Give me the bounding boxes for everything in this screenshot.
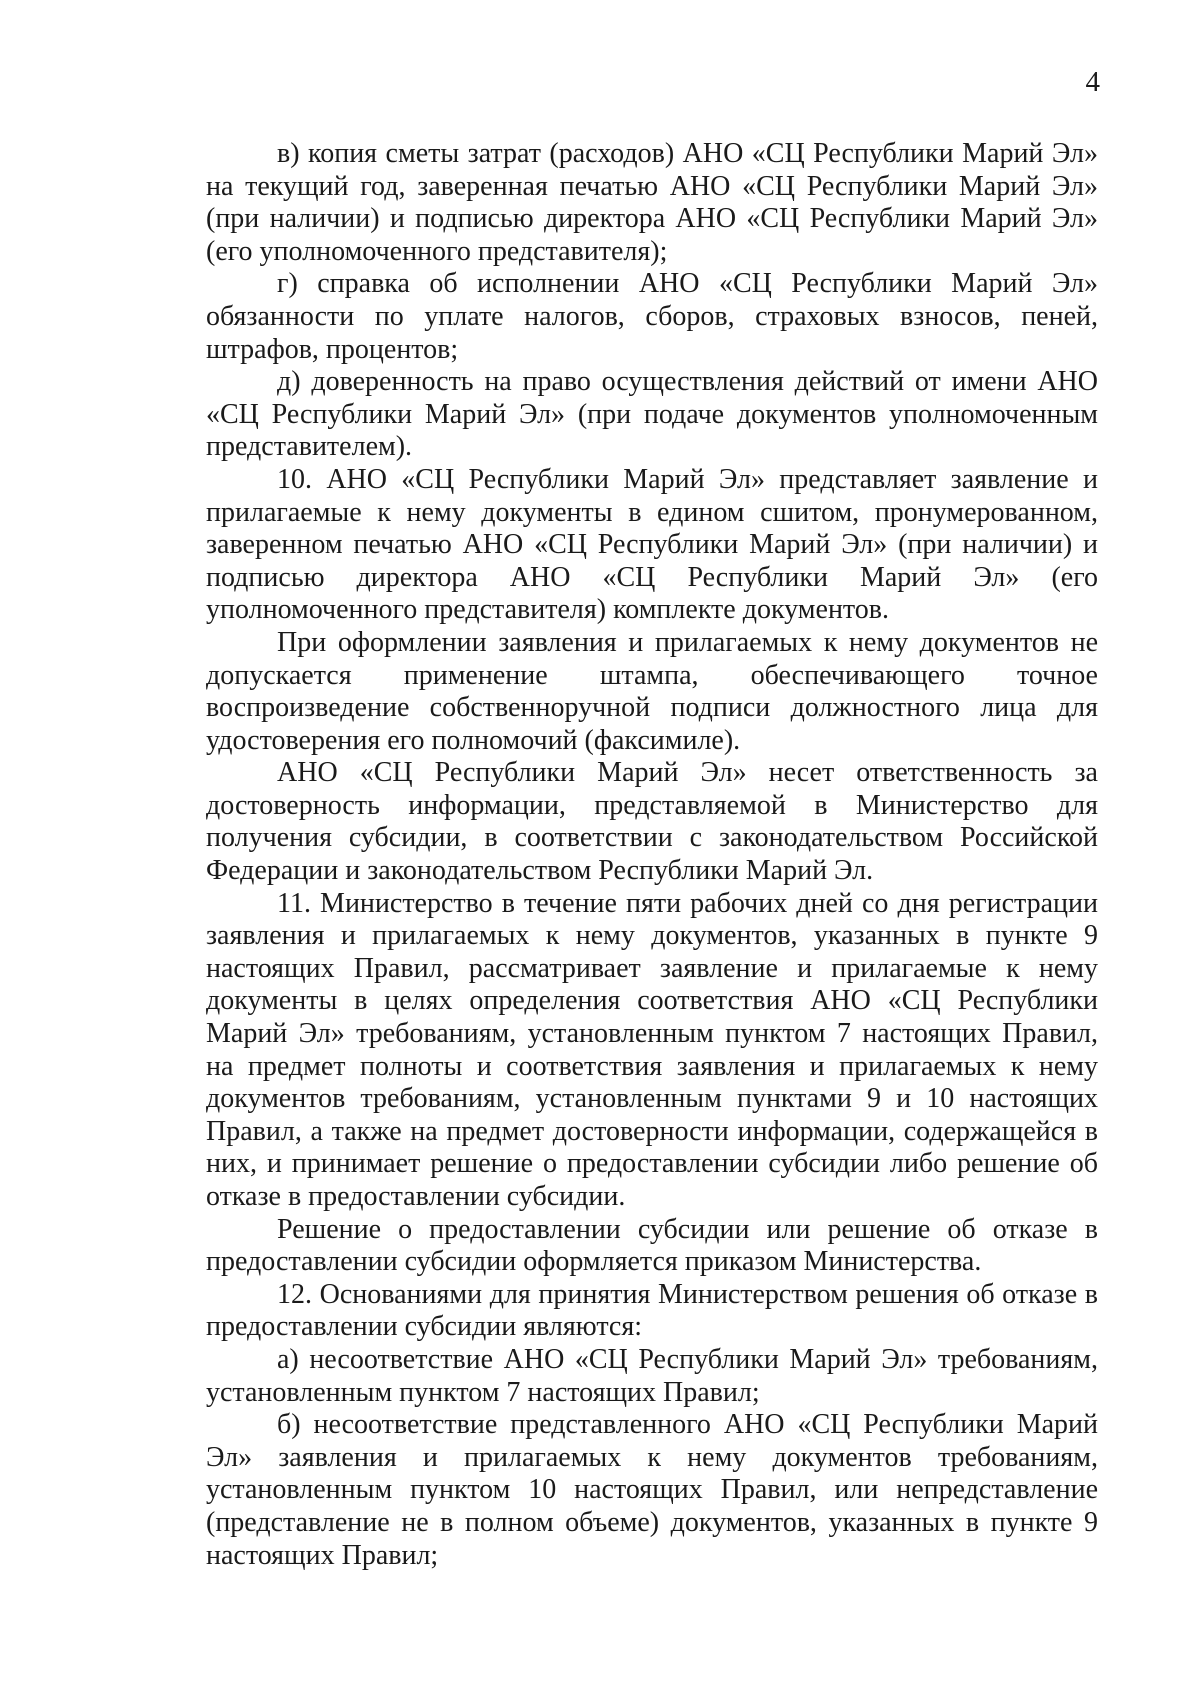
paragraph-item-d: д) доверенность на право осуществления действий от имени АНО «СЦ Республики Марий Эл» (при подаче документов уполномоченным представителем). bbox=[206, 366, 1098, 463]
paragraph-clause-11: 11. Министерство в течение пяти рабочих дней со дня регистрации заявления и прилагаемых к нему документов, указанных в пункте 9 настоящих Правил, рассматривает заявление и прилагаемые к нему документы в целях определения соответствия АНО «СЦ Республики Марий Эл» требованиям, установленным пунктом 7 настоящих Правил, на предмет полноты и соответствия заявления и прилагаемых к нему документов требованиям, установленным пунктами 9 и 10 настоящих Правил, а также на предмет достоверности информации, содержащейся в них, и принимает решение о предоставлении субсидии либо решение об отказе в предоставлении субсидии. bbox=[206, 887, 1098, 1212]
paragraph-item-g: г) справка об исполнении АНО «СЦ Республики Марий Эл» обязанности по уплате налогов, сборов, страховых взносов, пеней, штрафов, процентов; bbox=[206, 268, 1098, 365]
paragraph-item-b: б) несоответствие представленного АНО «СЦ Республики Марий Эл» заявления и прилагаемых к нему документов требованиям, установленным пунктом 10 настоящих Правил, или непредставление (представление не в полном объеме) документов, указанных в пункте 9 настоящих Правил; bbox=[206, 1409, 1098, 1571]
paragraph-decision: Решение о предоставлении субсидии или решение об отказе в предоставлении субсидии оформляется приказом Министерства. bbox=[206, 1213, 1098, 1278]
paragraph-item-a: а) несоответствие АНО «СЦ Республики Марий Эл» требованиям, установленным пунктом 7 настоящих Правил; bbox=[206, 1343, 1098, 1408]
paragraph-clause-12: 12. Основаниями для принятия Министерством решения об отказе в предоставлении субсидии являются: bbox=[206, 1278, 1098, 1343]
paragraph-item-v: в) копия сметы затрат (расходов) АНО «СЦ Республики Марий Эл» на текущий год, заверенная печатью АНО «СЦ Республики Марий Эл» (при наличии) и подписью директора АНО «СЦ Республики Марий Эл» (его уполномоченного представителя); bbox=[206, 138, 1098, 267]
paragraph-responsibility: АНО «СЦ Республики Марий Эл» несет ответственность за достоверность информации, представляемой в Министерство для получения субсидии, в соответствии с законодательством Российской Федерации и законодательством Республики Марий Эл. bbox=[206, 757, 1098, 887]
page-number: 4 bbox=[1085, 66, 1100, 98]
paragraph-facsimile-rule: При оформлении заявления и прилагаемых к нему документов не допускается применение штампа, обеспечивающего точное воспроизведение собственноручной подписи должностного лица для удостоверения его полномочий (факсимиле). bbox=[206, 626, 1098, 756]
paragraph-clause-10: 10. АНО «СЦ Республики Марий Эл» представляет заявление и прилагаемые к нему документы в едином сшитом, пронумерованном, заверенном печатью АНО «СЦ Республики Марий Эл» (при наличии) и подписью директора АНО «СЦ Республики Марий Эл» (его уполномоченного представителя) комплекте документов. bbox=[206, 463, 1098, 626]
document-body bbox=[206, 138, 1098, 1572]
